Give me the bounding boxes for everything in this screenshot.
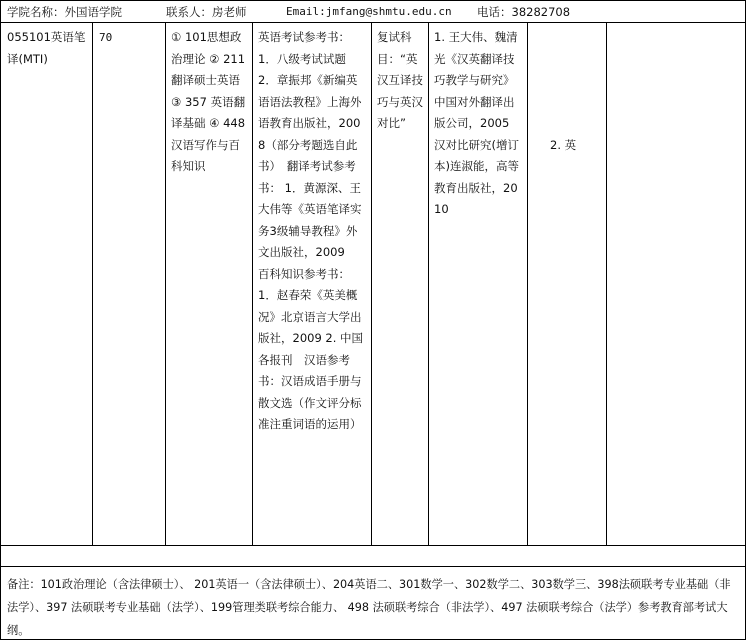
notes-text: 备注：101政治理论（含法律硕士）、 201英语一（含法律硕士）、204英语二、301数学一、302数学二、303数学三、398法硕联考专业基础（非法学）、397 法硕联考专业基础（法学）、199管理类联考综合能力、 498 法硕联考综合（非法学）、497 法硕联考综合（法学）参考教育部考试大纲。 [7, 578, 731, 637]
extra-column-text: 2. 英 [550, 138, 577, 152]
college-name: 学院名称：外国语学院 [7, 5, 122, 19]
contact-phone: 电话：38282708 [477, 5, 571, 19]
column-divider [606, 23, 607, 545]
retest-subjects: 复试科目：“英汉互译技巧与英汉对比” [377, 30, 423, 130]
column-divider [428, 23, 429, 545]
notes-row [0, 566, 746, 640]
contact-email: Email:jmfang@shmtu.edu.cn [286, 5, 452, 18]
exam-subjects: ① 101思想政治理论 ② 211翻译硕士英语 ③ 357 英语翻译基础 ④ 448 汉语写作与百科知识 [171, 30, 246, 173]
column-divider [252, 23, 253, 545]
retest-references: 1. 王大伟、魏清光《汉英翻译技巧教学与研究》中国对外翻译出版公司，2005 汉对比研究(增订本)连淑能，高等教育出版社，2010 [434, 30, 519, 216]
spacer-row [0, 545, 746, 566]
column-divider [92, 23, 93, 545]
column-divider [371, 23, 372, 545]
contact-person: 联系人：房老师 [166, 5, 247, 19]
reference-books: 英语考试参考书： 1．八级考试试题 2．章振邦《新编英语语法教程》上海外语教育出版社，2008（部分考题选自此书） 翻译考试参考书： 1．黄源深、王大伟等《英语笔译实务3级辅导教程》外文出版社，2009 百科知识参考书： 1．赵春荣《英美概况》北京语言大学出版社，2009 2. 中国各报刊 汉语参考书：汉语成语手册与散文选（作文评分标准注重词语的运用） [258, 30, 364, 431]
program-row [0, 22, 746, 546]
program-code-name: 055101英语笔译(MTI) [7, 30, 86, 66]
enrollment-count: 70 [99, 31, 113, 44]
contact-header-row [0, 0, 746, 23]
column-divider [165, 23, 166, 545]
column-divider [527, 23, 528, 545]
